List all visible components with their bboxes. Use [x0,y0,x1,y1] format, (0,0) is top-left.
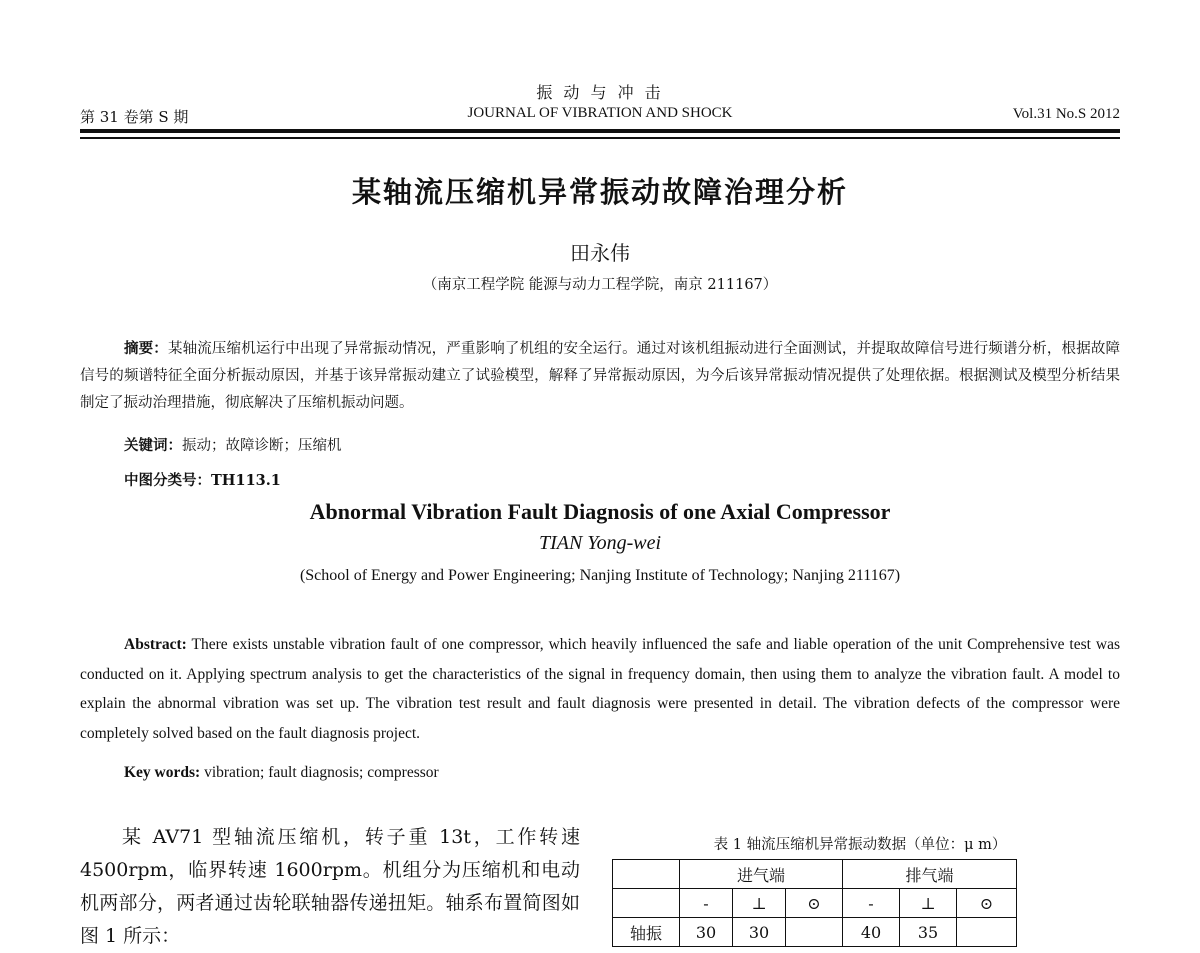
author-en: TIAN Yong-wei [538,532,662,554]
clc-value: TH113.1 [211,472,281,489]
table-subheader: ⊙ [786,889,843,918]
table-row [613,918,1017,947]
abstract-en [80,630,1120,748]
keywords-cn [124,434,342,455]
table-cell: 30 [733,918,786,947]
table-corner-cell [613,860,680,889]
keywords-cn-text: 振动；故障诊断；压缩机 [182,438,342,454]
affiliation-cn: （南京工程学院 能源与动力工程学院，南京 211167） [422,277,778,293]
table-row-label: 轴振 [613,918,680,947]
journal-title-en: JOURNAL OF VIBRATION AND SHOCK [467,105,733,121]
table-subheader: - [843,889,900,918]
table-cell: 35 [900,918,957,947]
table-group-intake: 进气端 [680,860,843,889]
table-caption: 表 1 轴流压缩机异常振动数据（单位：μ m） [713,837,1007,853]
table-subheader-blank [613,889,680,918]
table-subheader: - [680,889,733,918]
table-subheader: ⊙ [957,889,1017,918]
volume-issue-en: Vol.31 No.S 2012 [1012,106,1120,122]
abstract-cn-text: 某轴流压缩机运行中出现了异常振动情况，严重影响了机组的安全运行。通过对该机组振动进行全面测试，并提取故障信号进行频谱分析，根据故障信号的频谱特征全面分析振动原因，并基于该异常振动建立了试验模型，解释了异常振动原因，为今后该异常振动情况提供了处理依据。根据测试及模型分析结果制定了振动治理措施，彻底解决了压缩机振动问题。 [80,341,1120,411]
abstract-cn-label: 摘要： [124,340,168,357]
clc-label: 中图分类号： [124,472,211,489]
classification-number [124,469,281,490]
keywords-cn-label: 关键词： [124,437,182,454]
abstract-en-label: Abstract: [124,636,187,653]
table-cell [957,918,1017,947]
table-header-row [613,860,1017,889]
table-group-exhaust: 排气端 [843,860,1017,889]
vibration-data-table [612,859,1017,947]
header-rule-thick [80,129,1120,133]
volume-issue-cn: 第 31 卷第 S 期 [80,108,189,126]
keywords-en-text: vibration; fault diagnosis; compressor [204,764,439,781]
table-subheader: ⊥ [900,889,957,918]
table-cell [786,918,843,947]
table-cell: 30 [680,918,733,947]
article-title-cn: 某轴流压缩机异常振动故障治理分析 [351,175,848,209]
article-title-en: Abnormal Vibration Fault Diagnosis of one Axial Compressor [309,499,891,524]
author-cn: 田永伟 [570,241,630,265]
table-subheader-row [613,889,1017,918]
keywords-en [124,764,439,782]
affiliation-en: (School of Energy and Power Engineering; Nanjing Institute of Technology; Nanjing 211167) [299,567,901,584]
abstract-en-text: There exists unstable vibration fault of one compressor, which heavily influenced the safe and liable operation of the unit Comprehensive test was conducted on it. Applying spectrum analysis to get the characteristics of the signal in frequency domain, then using them to analyze the vibration fault. A model to explain the abnormal vibration was set up. The vibration test result and fault diagnosis were presented in detail. The vibration defects of the compressor were completely solved based on the fault diagnosis project. [80,636,1120,742]
header-rule-thin [80,137,1120,139]
body-paragraph: 某 AV71 型轴流压缩机，转子重 13t，工作转速 4500rpm，临界转速 1600rpm。机组分为压缩机和电动机两部分，两者通过齿轮联轴器传递扭矩。轴系布置简图如图 1 所示： [80,826,580,947]
abstract-cn [80,335,1120,417]
journal-title-cn: 振 动 与 冲 击 [536,83,664,102]
table-subheader: ⊥ [733,889,786,918]
table-cell: 40 [843,918,900,947]
keywords-en-label: Key words: [124,764,201,781]
